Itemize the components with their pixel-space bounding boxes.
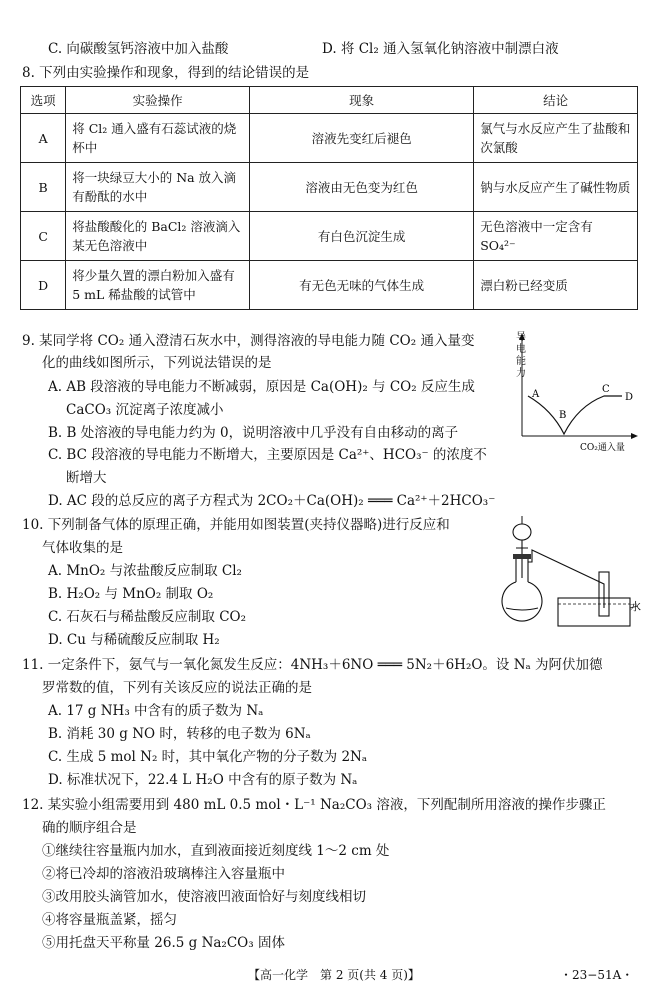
table-cell-option: A (21, 114, 66, 163)
table-cell-operation: 将盐酸酸化的 BaCl₂ 溶液滴入某无色溶液中 (66, 212, 250, 261)
footer-exam-code: ・23−51A・ (560, 968, 634, 982)
q10-apparatus-diagram (496, 512, 646, 630)
q11-option-d: D. 标准状况下，22.4 L H₂O 中含有的原子数为 Nₐ (48, 772, 358, 788)
flask-body (502, 582, 542, 621)
table-cell-conclusion: 氯气与水反应产生了盐酸和次氯酸 (474, 114, 638, 163)
q12-step-4: ④将容量瓶盖紧，摇匀 (42, 912, 177, 928)
q8-table (20, 86, 638, 310)
flask-liquid (506, 608, 538, 610)
water-trough (558, 598, 630, 626)
delivery-tube (528, 550, 604, 608)
q7-option-c: C. 向碳酸氢钙溶液中加入盐酸 (48, 41, 229, 57)
table-header: 选项 (21, 87, 66, 114)
table-cell-phenomenon: 有白色沉淀生成 (250, 212, 474, 261)
q9-option-a-line2: CaCO₃ 沉淀离子浓度减小 (66, 402, 224, 418)
table-row (21, 114, 638, 163)
q11-option-b: B. 消耗 30 g NO 时，转移的电子数为 6Nₐ (48, 726, 311, 742)
q10-option-a: A. MnO₂ 与浓盐酸反应制取 Cl₂ (48, 563, 242, 579)
q10-option-c: C. 石灰石与稀盐酸反应制取 CO₂ (48, 609, 247, 625)
x-axis-label: CO₂通入量 (580, 443, 625, 453)
table-row (21, 212, 638, 261)
q10-option-d: D. Cu 与稀硫酸反应制取 H₂ (48, 632, 220, 648)
q11-option-a: A. 17 g NH₃ 中含有的质子数为 Nₐ (48, 703, 264, 719)
q10-stem-line2: 气体收集的是 (42, 540, 123, 556)
q12-stem-line2: 确的顺序组合是 (42, 820, 137, 836)
q9-stem-line1: 9. 某同学将 CO₂ 通入澄清石灰水中，测得溶液的导电能力随 CO₂ 通入量变 (22, 333, 475, 349)
table-cell-option: C (21, 212, 66, 261)
flask-stopper (513, 554, 531, 559)
table-cell-phenomenon: 溶液先变红后褪色 (250, 114, 474, 163)
table-header: 结论 (474, 87, 638, 114)
q10-stem-line1: 10. 下列制备气体的原理正确，并能用如图装置(夹持仪器略)进行反应和 (22, 517, 450, 533)
table-row (21, 163, 638, 212)
q9-stem-line2: 化的曲线如图所示，下列说法错误的是 (42, 355, 272, 371)
table-cell-option: D (21, 261, 66, 310)
q10-option-b: B. H₂O₂ 与 MnO₂ 制取 O₂ (48, 586, 214, 602)
table-header: 实验操作 (66, 87, 250, 114)
point-b-label: B (559, 410, 567, 421)
q9-option-b: B. B 处溶液的导电能力约为 0，说明溶液中几乎没有自由移动的离子 (48, 425, 459, 441)
q12-step-2: ②将已冷却的溶液沿玻璃棒注入容量瓶中 (42, 866, 285, 882)
q7-option-d: D. 将 Cl₂ 通入氢氧化钠溶液中制漂白液 (322, 41, 559, 57)
table-cell-conclusion: 钠与水反应产生了碱性物质 (474, 163, 638, 212)
q9-option-d: D. AC 段的总反应的离子方程式为 2CO₂＋Ca(OH)₂ ═══ Ca²⁺＋2HCO₃⁻ (48, 493, 496, 509)
point-c-label: C (602, 384, 610, 395)
table-cell-conclusion: 无色溶液中一定含有 SO₄²⁻ (474, 212, 638, 261)
q9-option-a-line1: A. AB 段溶液的导电能力不断减弱，原因是 Ca(OH)₂ 与 CO₂ 反应生成 (48, 379, 475, 395)
table-cell-operation: 将 Cl₂ 通入盛有石蕊试液的烧杯中 (66, 114, 250, 163)
table-cell-operation: 将少量久置的漂白粉加入盛有 5 mL 稀盐酸的试管中 (66, 261, 250, 310)
table-header-row (21, 87, 638, 114)
q11-stem-line1: 11. 一定条件下，氨气与一氧化氮发生反应：4NH₃＋6NO ═══ 5N₂＋6H₂O。设 Nₐ 为阿伏加德 (22, 657, 603, 673)
q9-option-c-line1: C. BC 段溶液的导电能力不断增大，主要原因是 Ca²⁺、HCO₃⁻ 的浓度不 (48, 447, 487, 463)
point-d-label: D (625, 392, 634, 403)
table-cell-conclusion: 漂白粉已经变质 (474, 261, 638, 310)
table-row (21, 261, 638, 310)
q9-conductivity-graph (512, 330, 642, 458)
q12-step-1: ①继续往容量瓶内加水，直到液面接近刻度线 1～2 cm 处 (42, 843, 390, 859)
q11-option-c: C. 生成 5 mol N₂ 时，其中氧化产物的分子数为 2Nₐ (48, 749, 368, 765)
footer-page-info: 【高一化学 第 2 页(共 4 页)】 (248, 968, 420, 982)
q9-option-c-line2: 断增大 (66, 470, 107, 486)
q12-stem-line1: 12. 某实验小组需要用到 480 mL 0.5 mol・L⁻¹ Na₂CO₃ 溶液，下列配制所用溶液的操作步骤正 (22, 797, 606, 813)
table-cell-operation: 将一块绿豆大小的 Na 放入滴有酚酞的水中 (66, 163, 250, 212)
q8-stem: 8. 下列由实验操作和现象，得到的结论错误的是 (22, 65, 310, 81)
y-axis-label: 导电能力 (516, 332, 526, 379)
table-cell-phenomenon: 溶液由无色变为红色 (250, 163, 474, 212)
table-header: 现象 (250, 87, 474, 114)
conductivity-curve (528, 396, 622, 434)
funnel-bulb (513, 524, 531, 540)
q12-step-3: ③改用胶头滴管加水，使溶液凹液面恰好与刻度线相切 (42, 889, 366, 905)
point-a-label: A (532, 389, 540, 400)
q12-step-5: ⑤用托盘天平称量 26.5 g Na₂CO₃ 固体 (42, 935, 285, 951)
table-cell-phenomenon: 有无色无味的气体生成 (250, 261, 474, 310)
water-label: 水 (630, 600, 641, 613)
table-cell-option: B (21, 163, 66, 212)
x-axis-arrow-icon (631, 433, 638, 439)
q11-stem-line2: 罗常数的值，下列有关该反应的说法正确的是 (42, 680, 312, 696)
